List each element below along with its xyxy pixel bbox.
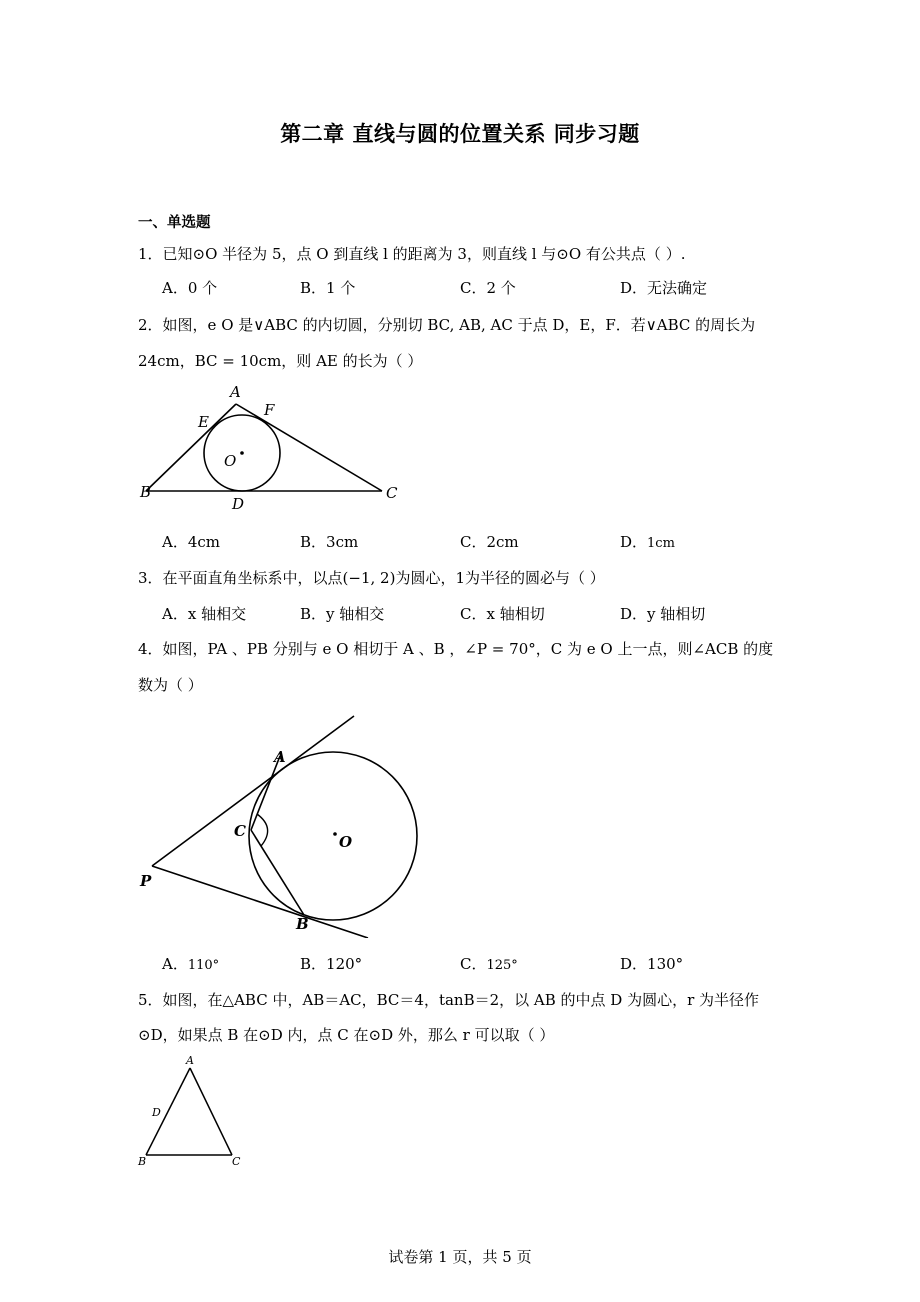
page-footer: 试卷第 1 页，共 5 页	[388, 1248, 532, 1266]
segment-ab	[146, 404, 236, 491]
label-e: E	[198, 413, 209, 431]
tangent-pa	[152, 716, 354, 866]
question-2-text-line-1: 2．如图，e O 是∨ABC 的内切圆，分别切 BC, AB, AC 于点 D，E，F．若∨ABC 的周长为	[138, 316, 756, 334]
label-a: A	[230, 383, 241, 401]
option-b[interactable]: B．1 个	[300, 279, 356, 297]
question-4-figure	[136, 706, 436, 938]
option-d[interactable]: D．130°	[620, 955, 684, 973]
question-5-text-line-1: 5．如图，在△ABC 中，AB＝AC，BC＝4，tanB＝2，以 AB 的中点 D 为圆心，r 为半径作	[138, 991, 760, 1009]
option-d[interactable]: D．y 轴相切	[620, 605, 706, 623]
label-d: D	[152, 1106, 161, 1119]
question-3-text: 3．在平面直角坐标系中，以点(−1, 2)为圆心，1为半径的圆必与（ ）	[138, 569, 605, 587]
option-c[interactable]: C．2cm	[460, 533, 519, 551]
question-4-text-line-2: 数为（ ）	[138, 676, 203, 694]
label-o: O	[339, 833, 353, 851]
page-title: 第二章 直线与圆的位置关系 同步习题	[280, 122, 640, 146]
question-1-text: 1．已知⊙O 半径为 5，点 O 到直线 l 的距离为 3，则直线 l 与⊙O 有公共点（ ）.	[138, 245, 686, 263]
question-4-text-line-1: 4．如图，PA 、PB 分别与 e O 相切于 A 、B ，∠P = 70°，C 为 e O 上一点，则∠ACB 的度	[138, 640, 774, 658]
section-heading: 一、单选题	[138, 215, 211, 231]
center-point	[333, 832, 337, 836]
option-a[interactable]: A．4cm	[162, 533, 221, 551]
segment-ac	[236, 404, 382, 491]
label-b: B	[138, 1155, 147, 1166]
label-b: B	[140, 483, 152, 501]
question-5-figure	[134, 1052, 250, 1166]
circle-o	[249, 752, 417, 920]
option-c[interactable]: C．2 个	[460, 279, 516, 297]
option-b[interactable]: B．120°	[300, 955, 363, 973]
option-a[interactable]: A．0 个	[162, 279, 218, 297]
label-p: P	[140, 872, 152, 890]
label-c: C	[232, 1155, 241, 1166]
option-d[interactable]: D．无法确定	[620, 279, 708, 297]
option-a[interactable]: A．x 轴相交	[162, 605, 247, 623]
question-5-text-line-2: ⊙D，如果点 B 在⊙D 内，点 C 在⊙D 外，那么 r 可以取（ ）	[138, 1026, 555, 1044]
label-f: F	[264, 401, 275, 419]
label-a: A	[186, 1054, 194, 1067]
option-c[interactable]: C．125°	[460, 955, 518, 973]
question-2-text-line-2: 24cm，BC = 10cm，则 AE 的长为（ ）	[138, 352, 423, 370]
option-b[interactable]: B．3cm	[300, 533, 359, 551]
center-point	[240, 451, 244, 455]
option-a[interactable]: A．110°	[162, 955, 220, 973]
label-b: B	[296, 915, 309, 933]
label-a: A	[274, 748, 286, 766]
label-c: C	[386, 484, 398, 502]
segment-ac	[190, 1068, 232, 1155]
label-c: C	[234, 822, 246, 840]
label-o: O	[224, 452, 237, 470]
label-d: D	[232, 495, 245, 513]
chord-ca	[251, 756, 280, 830]
question-2-figure	[136, 382, 406, 514]
option-d[interactable]: D．1cm	[620, 533, 675, 551]
option-c[interactable]: C．x 轴相切	[460, 605, 545, 623]
option-b[interactable]: B．y 轴相交	[300, 605, 385, 623]
